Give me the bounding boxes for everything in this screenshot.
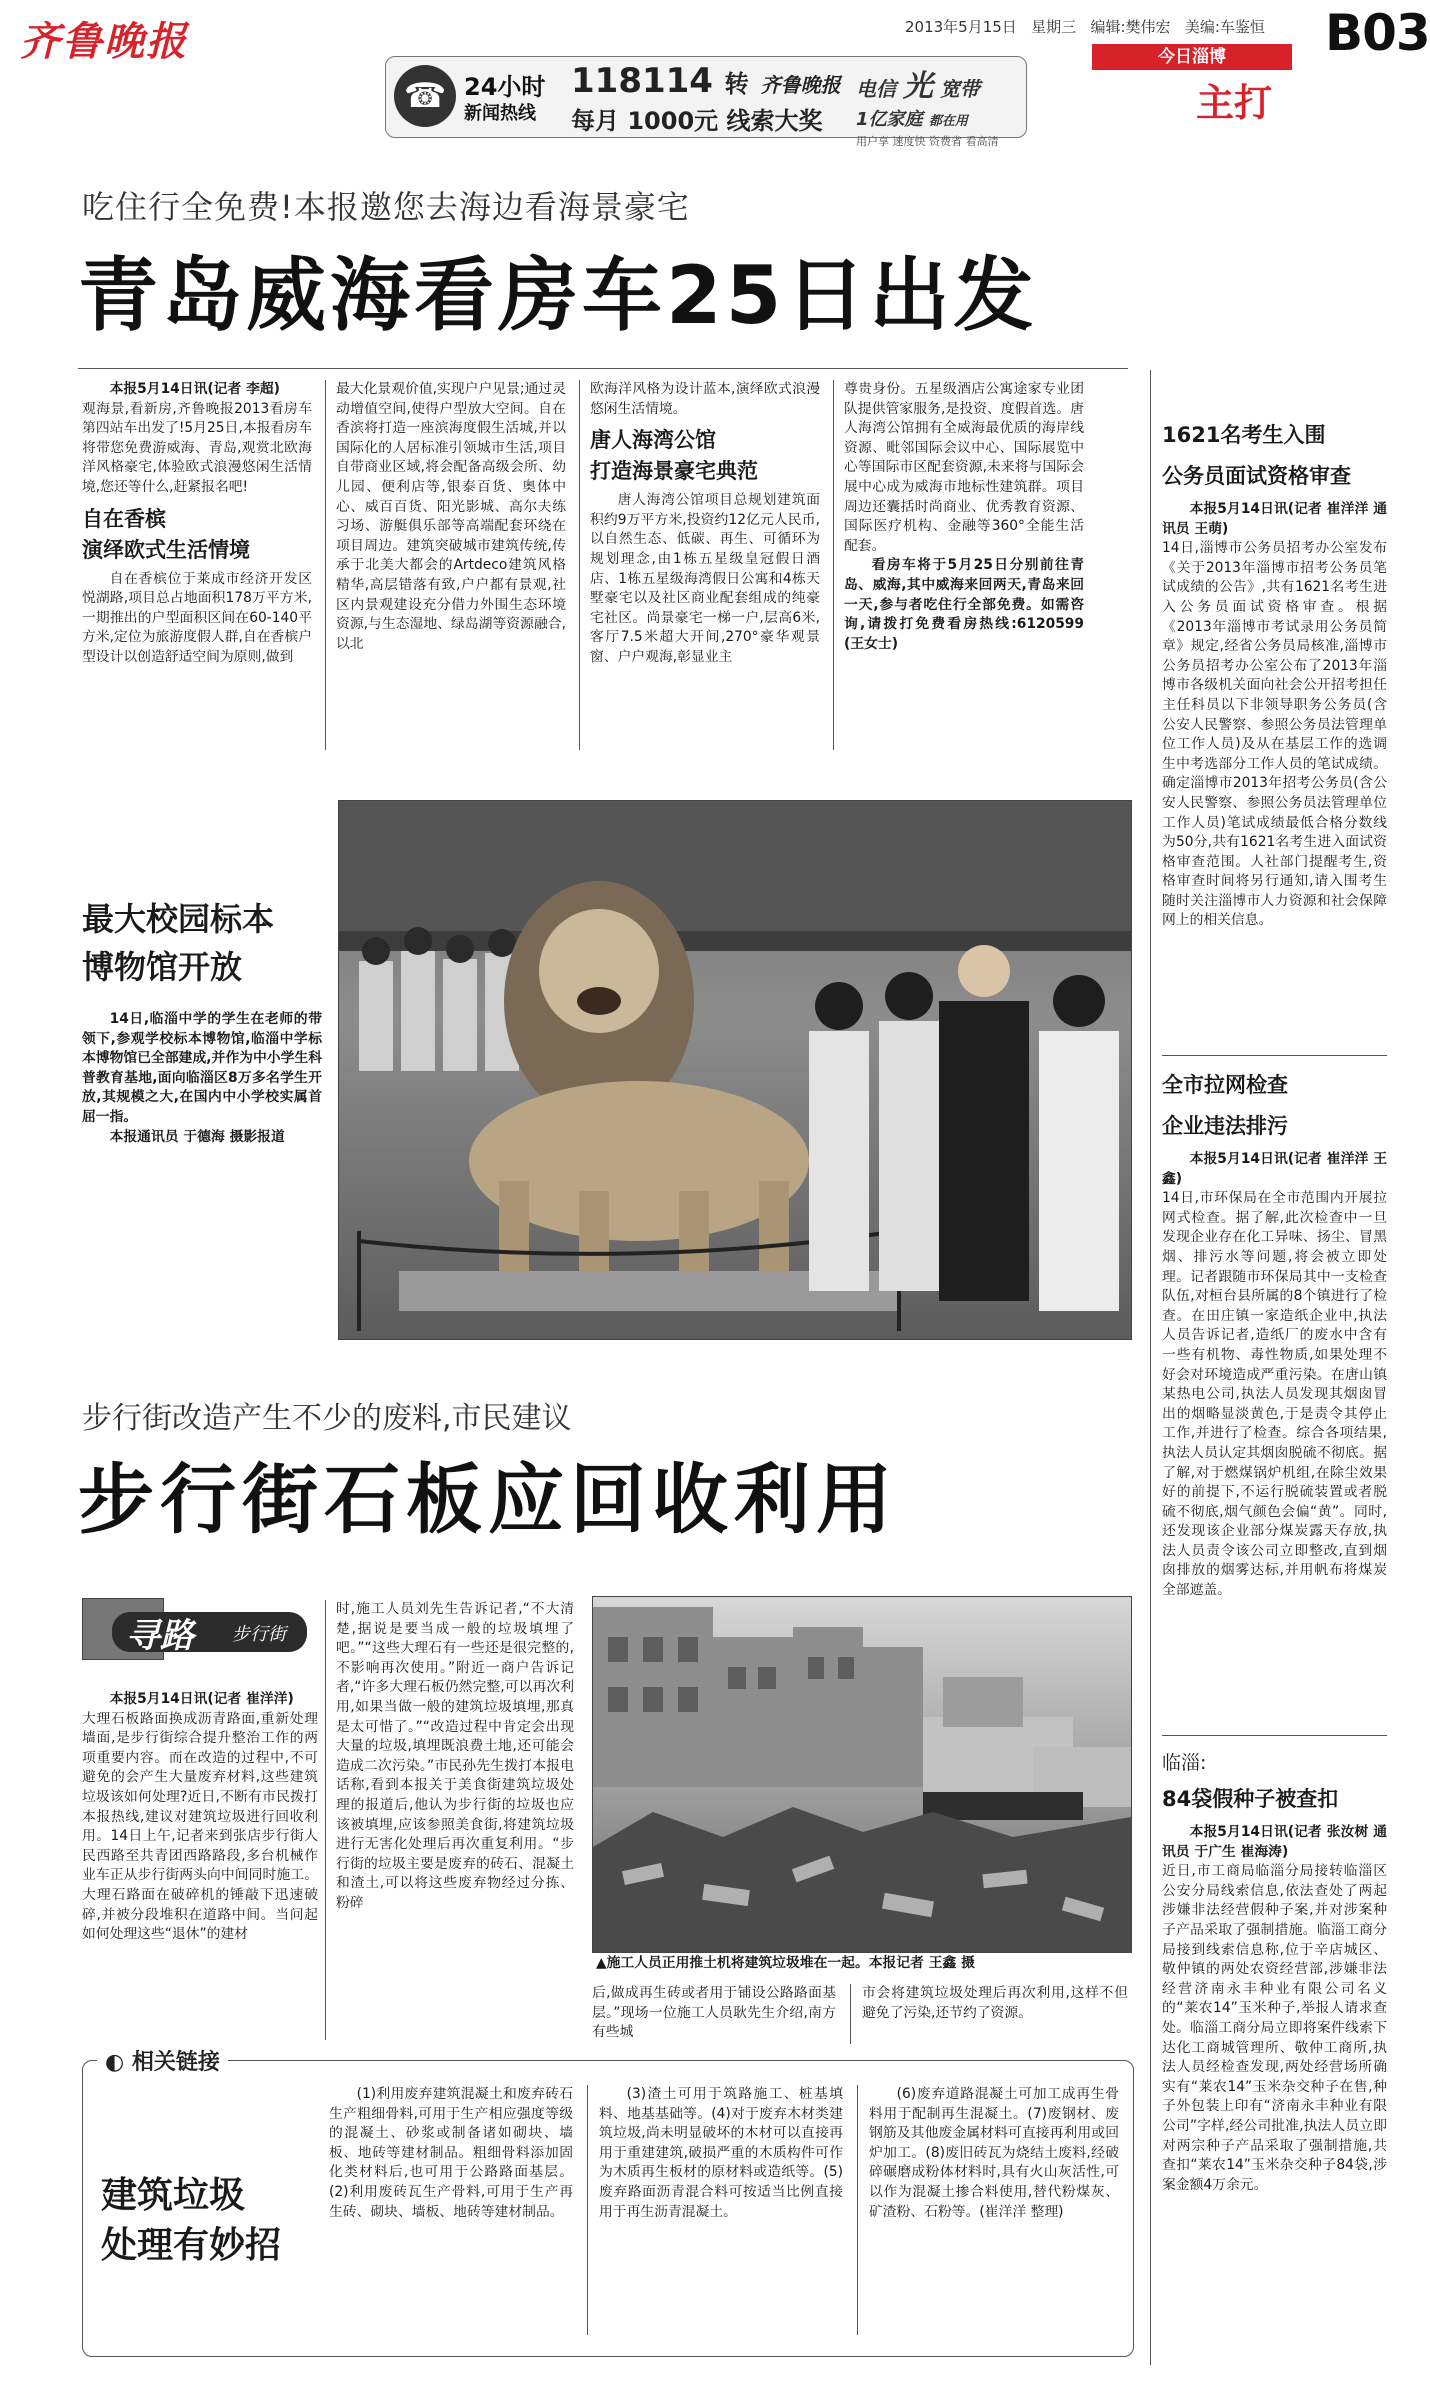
photo1-title (82, 895, 312, 991)
links-col1-body: (1)利用废弃建筑混凝土和废弃砖石生产粗细骨料,可用于生产相应强度等级的混凝土、砂浆或制备诸如砌块、墙板、地砖等建材制品。粗细骨料添加固化类材料后,也可用于公路路面基层。(2)利用废砖瓦生产骨料,可用于生产再生砖、砌块、墙板、地砖等建材制品。 (329, 2086, 573, 2220)
phone-icon: ☎ (394, 65, 456, 127)
links-col2-body: (3)渣土可用于筑路施工、桩基填料、地基基础等。(4)对于废弃木材类建筑垃圾,尚未明显破坏的木材可以直接再用于重建建筑,破损严重的木质构件可作为木质再生板材的原材料或造纸等。(5)废弃路面沥青混合料可按适当比例直接用于再生沥青混凝土。 (599, 2086, 843, 2220)
side3-title: 84袋假种子被查扣 (1162, 1787, 1339, 1811)
side3-byline: 本报5月14日讯(记者 张汝树 通讯员 于广生 崔海涛) (1162, 1824, 1387, 1860)
story1-col2 (336, 380, 566, 654)
side2-title-line1: 全市拉网检查 (1162, 1073, 1288, 1097)
right-students (809, 945, 1119, 1311)
story1-subhead2-line1: 唐人海湾公馆 (590, 428, 716, 453)
story1-subhead1-line1: 自在香槟 (82, 506, 166, 531)
links-title-line2: 处理有妙招 (101, 2225, 282, 2266)
side2-text (1162, 1150, 1387, 1601)
ad-in-use: 都在用 (928, 114, 968, 129)
story2-col2 (336, 1600, 574, 1914)
photo1-title-line2: 博物馆开放 (82, 948, 243, 986)
story1-byline: 本报5月14日讯(记者 李超) (109, 381, 280, 397)
hotline-number (571, 61, 841, 101)
museum-photo (338, 800, 1132, 1340)
side2-body: 14日,市环保局在全市范围内开展拉网式检查。据了解,此次检查中一旦发现企业存在化工异味、扬尘、冒黑烟、排污水等问题,将会被立即处理。记者跟随市环保局其中一支检查队伍,对桓台县所属的8个镇进行了检查。在田庄镇一家造纸企业中,执法人员告诉记者,造纸厂的废水中含有一些有机物、毒性物质,如果处理不好会对环境造成严重污染。在唐山镇某热电公司,执法人员发现其烟囱冒出的烟略显淡黄色,于是责令其停止工作,并进行了检查。综合各项结果,执法人员认定其烟囱脱硫不彻底。据了解,对于燃煤锅炉机组,在除尘效果好的前提下,不运行脱硫装置或者脱硫不彻底,烟气颜色会偏“黄”。同时,还发现该企业部分煤炭露天存放,执法人员责令该公司立即整改,直到烟囱排放的烟雾达标,并用帆布将煤炭全部遮盖。 (1162, 1190, 1387, 1599)
story1-subhead2-line2: 打造海景豪宅典范 (590, 459, 758, 484)
photo1-caption-block (82, 1010, 322, 1147)
story2-tag (82, 1598, 312, 1680)
story2-col3-body: 后,做成再生砖或者用于铺设公路路面基层。”现场一位施工人员耿先生介绍,南方有些城 (592, 1985, 836, 2041)
hotline-paper: 齐鲁晚报 (760, 73, 841, 97)
links-col3-body: (6)废弃道路混凝土可加工成再生骨料用于配制再生混凝土。(7)废钢材、废钢筋及其他废金属材料可直接再利用或回炉加工。(8)废旧砖瓦为烧结土废料,经破碎碾磨成粉体材料时,具有火山灰活性,可以作为混凝土掺合料使用,替代粉煤灰、矿渣粉、石粉等。(崔洋洋 整理) (869, 2086, 1119, 2220)
story1-col4-body: 尊贵身份。五星级酒店公寓途家专业团队提供管家服务,是投资、度假首选。唐人海湾公馆拥有全威海最优质的海岸线资源、毗邻国际会议中心、国际展览中心等国际市区配套资源,未来将与国际会展中心成为威海市地标性建筑群。项目周边还囊括时尚商业、优秀教育资源、国际医疗机构、金融等360°全能生活配套。 (844, 381, 1084, 554)
ad-strip: 用户享 速度快 资费省 看高清 (856, 135, 999, 148)
ad-kuandai: 宽带 (939, 77, 980, 101)
bulldozer (923, 1677, 1131, 1820)
hotline-label-2: 新闻热线 (464, 103, 536, 124)
museum-photo-drawing (339, 801, 1131, 1339)
tag-text: 寻路 (126, 1616, 194, 1656)
story1-col2-body: 最大化景观价值,实现户户见景;通过灵动增值空间,使得户型放大空间。自在香滨将打造一座滨海度假生活城,并以国际化的人居标准引领城市生活,项目自带商业区域,将会配备高级会所、幼儿园、便利店等,银泰百货、奥体中心、威百百货、阳光影城、高尔夫练习场、游艇俱乐部等高端配套环绕在项目周边。建筑突破城市建筑传统,传承于北美大都会的Artdeco建筑风格精华,高层错落有致,户户都有景观,社区内景观建设充分借力外围生态环境资源,与生态湿地、绿岛湖等资源融合,以北 (336, 381, 566, 652)
hotline-number-value: 118114 (571, 61, 713, 101)
hotline-reward-tail: 线索大奖 (726, 107, 823, 135)
paper-logo: 齐鲁晚报 (20, 18, 188, 65)
column-title: 主打 (1196, 81, 1273, 125)
related-links-text: 相关链接 (131, 2050, 220, 2075)
links-divider-1 (587, 2085, 588, 2335)
story2-col2-body: 时,施工人员刘先生告诉记者,“不大清楚,据说是要当成一般的垃圾填埋了吧。”“这些大理石有一些还是很完整的,不影响再次使用。”附近一商户告诉记者,“许多大理石板仍然完整,可以再次利用,如果当做一般的建筑垃圾填埋,那真是太可惜了。”“改造过程中肯定会出现大量的垃圾,填埋既浪费土地,还可能会造成二次污染。”市民孙先生拨打本报电话称,看到本报关于美食街建筑垃圾处理的报道后,他认为步行街的垃圾也应该被填埋,应该参照美食街,将建筑垃圾进行无害化处理后再次重复利用。“步行街的垃圾主要是废弃的砖石、混凝土和渣土,可以将这些废弃物经过分拣、粉碎 (336, 1601, 574, 1911)
issue-date: 2013年5月15日 (905, 18, 1017, 36)
ad-brand: 电信 (856, 77, 896, 101)
links-col3 (869, 2085, 1119, 2222)
story2-divider-1 (325, 1600, 326, 2040)
side2-bottom-rule (1162, 1735, 1387, 1736)
story2-col4 (862, 1984, 1128, 2023)
links-col1 (329, 2085, 573, 2222)
related-links-label (97, 2045, 228, 2076)
side2-byline: 本报5月14日讯(记者 崔洋洋 王鑫) (1162, 1151, 1387, 1187)
page-number: B03 (1325, 4, 1430, 62)
story1-divider-3 (833, 380, 834, 750)
ad-line-2 (856, 105, 1021, 131)
photo1-title-line1: 最大校园标本 (82, 900, 275, 938)
buildings (593, 1607, 923, 1787)
issue-weekday: 星期三 (1031, 18, 1077, 36)
editor-credit: 编辑:樊伟宏 (1090, 18, 1171, 36)
side1-bottom-rule (1162, 1055, 1387, 1056)
story2-col1-body: 大理石板路面换成沥青路面,重新处理墙面,是步行街综合提升整治工作的两项重要内容。而在改造的过程中,不可避免的会产生大量废弃材料,这些建筑垃圾该如何处理?近日,不断有市民拨打本报热线,建议对建筑垃圾进行回收利用。14日上午,记者来到张店步行街人民西路至共青团西路路段,多台机械作业车正从步行街两头向中间同时施工。大理石路面在破碎机的锤敲下迅速破碎,并被分段堆积在道路中间。当问起如何处理这些“退休”的建材 (82, 1710, 318, 1943)
story1-col1-body: 自在香槟位于莱成市经济开发区悦湖路,项目总占地面积178万平方米,一期推出的户型面积区间在60-140平方米,定位为旅游度假人群,自在香槟户型设计以创造舒适空间为原则,做到 (82, 570, 312, 665)
story2-col1 (82, 1690, 318, 1945)
ad-guang: 光 (902, 69, 933, 104)
story2-divider-3 (850, 1984, 851, 2044)
hotline-transfer: 转 (724, 70, 749, 98)
links-title (101, 2171, 321, 2271)
story1-kicker: 吃住行全免费!本报邀您去海边看海景豪宅 (82, 188, 690, 226)
hotline-label-1: 24小时 (464, 73, 546, 101)
side2-title-line2: 企业违法排污 (1162, 1114, 1288, 1138)
story2-byline: 本报5月14日讯(记者 崔洋洋) (109, 1691, 294, 1707)
side1-title-line2: 公务员面试资格审查 (1162, 464, 1351, 488)
story1-headline: 青岛威海看房车25日出发 (78, 249, 1038, 342)
link-bullet-icon: ◐ (105, 2050, 125, 2075)
construction-photo-drawing (593, 1597, 1131, 1952)
side2 (1162, 1070, 1387, 1601)
right-column-divider (1150, 370, 1151, 2365)
links-title-line1: 建筑垃圾 (101, 2175, 246, 2216)
side1-title-line1: 1621名考生入围 (1162, 423, 1326, 447)
hotline-banner (385, 56, 1027, 148)
construction-photo (592, 1596, 1132, 1953)
photo1-caption: 14日,临淄中学的学生在老师的带领下,参观学校标本博物馆,临淄中学标本博物馆已全部建成,并作为中小学生科普教育基地,面向临淄区8万多名学生开放,其规模之大,在国内中小学校实属首屈一指。 (82, 1011, 322, 1125)
hotline-reward-amount: 1000元 (627, 107, 719, 135)
side1-body: 14日,淄博市公务员招考办公室发布《关于2013年淄博市招考公务员笔试成绩的公告》,共有1621名考生进入公务员面试资格审查。根据《2013年淄博市考试录用公务员简章》规定,经省公务员局核准,淄博市公务员招考办公室公布了2013年淄博市各级机关面向社会公开招考担任主任科员以下非领导职务公务员(含公安人民警察、参照公务员法管理单位工作人员)及从在基层工作的选调生中考选部分工作人员的笔试成绩。确定淄博市2013年招考公务员(含公安人民警察、参照公务员法管理单位工作人员)笔试成绩最低合格分数线为50分,共有1621名考生进入面试资格审查范围。人社部门提醒考生,资格审查时间将另行通知,请入围考生随时关注淄博市人力资源和社会保障网上的相关信息。 (1162, 540, 1387, 929)
designer-credit: 美编:车鉴恒 (1184, 18, 1265, 36)
rubble (593, 1807, 1131, 1952)
story1-divider-2 (579, 380, 580, 750)
hotline-reward (571, 101, 823, 136)
ad-home-count: 1亿家庭 (856, 109, 923, 130)
story1-col1 (82, 380, 312, 668)
side3-kicker: 临淄: (1162, 1752, 1207, 1774)
side1-text (1162, 500, 1387, 931)
story1-col3-top: 欧海洋风格为设计蓝本,演绎欧式浪漫悠闲生活情境。 (590, 381, 820, 417)
construction-photo-caption: ▲施工人员正用推土机将建筑垃圾堆在一起。本报记者 王鑫 摄 (596, 1955, 975, 1971)
masthead (0, 0, 1430, 148)
story1-col3 (590, 380, 820, 668)
ad-line-1 (856, 61, 1021, 105)
side3-body: 近日,市工商局临淄分局接转临淄区公安分局线索信息,依法查处了两起涉嫌非法经营假种子案,并对涉案种子产品采取了强制措施。临淄工商分局接到线索信息称,位于辛店城区、敬仲镇的两处农资经营部,涉嫌非法经营济南永丰种业有限公司名义的“莱农14”玉米种子,举报人请求查处。临淄工商分局立即将案件线索下达化工商城管理所、敬仲工商所,执法人员经检查发现,两处经营场所确实有“莱农14”玉米杂交种子在售,种子外包装上印有“济南永丰种业有限公司”字样,经公司批准,执法人员立即对两宗种子产品采取了强制措施,共查扣“莱农14”玉米杂交种子84袋,涉案金额4万余元。 (1162, 1863, 1387, 2193)
ad-block (856, 61, 1021, 148)
side1-byline: 本报5月14日讯(记者 崔洋洋 通讯员 王萌) (1162, 501, 1387, 537)
side3 (1162, 1748, 1387, 2195)
links-divider-2 (857, 2085, 858, 2335)
story1-rule (78, 368, 1128, 369)
story1-divider-1 (325, 380, 326, 750)
tag-subtext: 步行街 (232, 1624, 286, 1645)
story1-subhead1-line2: 演绎欧式生活情境 (82, 537, 250, 562)
related-links-box (82, 2050, 1134, 2357)
issue-meta (905, 16, 1265, 37)
side3-text (1162, 1823, 1387, 2195)
story2-col4-body: 市会将建筑垃圾处理后再次利用,这样不但避免了污染,还节约了资源。 (862, 1985, 1128, 2021)
links-col2 (599, 2085, 843, 2222)
story2-kicker: 步行街改造产生不少的废料,市民建议 (82, 1401, 572, 1436)
photo1-credit: 本报通讯员 于德海 摄影报道 (109, 1128, 285, 1145)
hotline-reward-label: 每月 (571, 107, 619, 135)
side1 (1162, 420, 1387, 931)
story1-col4 (844, 380, 1084, 654)
story1-intro: 观海景,看新房,齐鲁晚报2013看房车第四站车出发了!5月25日,本报看房车将带您免费游威海、青岛,观赏北欧海洋风格豪宅,体验欧式浪漫悠闲生活情境,您还等什么,赶紧报名吧! (82, 400, 312, 495)
section-badge: 今日淄博 (1092, 44, 1292, 70)
story2-headline: 步行街石板应回收利用 (78, 1455, 898, 1544)
story1-col3-body: 唐人海湾公馆项目总规划建筑面积约9万平方米,投资约12亿元人民币,以自然生态、低碳、再生、可循环为规划理念,由1栋五星级皇冠假日酒店、1栋五星级海湾假日公寓和4栋天墅豪宅以及社区商业配套组成的纯豪宅社区。尚景豪宅一梯一户,层高6米,客厅7.5米超大开间,270°豪华观景窗、户户观海,彰显业主 (590, 492, 820, 665)
story1-col4-end: 看房车将于5月25日分别前往青岛、威海,其中威海来回两天,青岛来回一天,参与者吃住行全部免费。如需咨询,请拨打免费看房热线:6120599 (王女士) (844, 557, 1084, 652)
story2-col3 (592, 1984, 836, 2043)
